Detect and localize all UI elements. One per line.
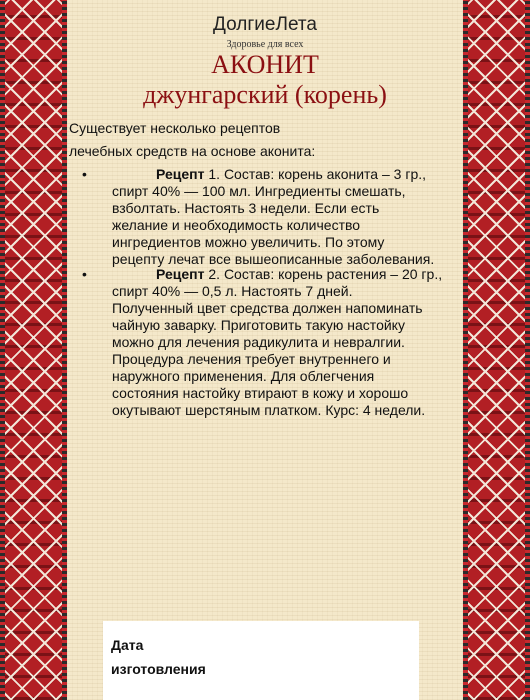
bullet-icon: • [82,166,87,182]
recipe-line: состояния настойку втирают в кожу и хорошо [112,385,409,401]
manufacture-label: изготовления [111,661,206,677]
manufacture-date-box [103,621,419,700]
recipe-item-2 [82,266,462,419]
intro-line-1: Существует несколько рецептов [69,120,281,136]
product-title: АКОНИТ [211,50,319,79]
recipe-label: Рецепт [156,266,205,282]
recipe-line: взболтать. Настоять 3 недели. Если есть [112,200,380,216]
recipe-line: спирт 40% — 0,5 л. Настоять 7 дней. [112,283,353,299]
recipe-line: ингредиентов можно увеличить. По этому [112,234,385,250]
recipe-item-1 [82,166,462,268]
recipe-line: Рецепт 2. Состав: корень растения – 20 гр., [156,266,443,282]
product-subtitle: джунгарский (корень) [143,80,387,109]
ornament-border-left [0,0,67,700]
recipe-line: рецепту лечат все вышеописанные заболевания. [112,251,435,267]
brand-tagline: Здоровье для всех [226,39,304,50]
bullet-icon: • [82,266,87,282]
recipe-line: желание и необходимость количество [112,217,361,233]
recipe-line: Рецепт 1. Состав: корень аконита – 3 гр., [156,166,427,182]
label-paper [67,0,463,700]
date-label: Дата [111,637,144,653]
ornament-border-right [463,0,530,700]
recipe-line: окутывают шерстяным платком. Курс: 4 недели. [112,402,426,418]
recipe-line: можно для лечения радикулита и невралгии. [112,334,405,350]
recipe-line: Полученный цвет средства должен напоминать [112,300,423,316]
recipe-label: Рецепт [156,166,205,182]
recipe-line: Процедура лечения требует внутреннего и [112,351,391,367]
recipe-line: чайную заварку. Приготовить такую настойку [112,317,405,333]
intro-line-2: лечебных средств на основе аконита: [69,143,316,159]
recipe-line: наружного применения. Для облегчения [112,368,375,384]
brand-name: ДолгиеЛета [213,14,317,35]
recipe-line: спирт 40% — 100 мл. Ингредиенты смешать, [112,183,406,199]
